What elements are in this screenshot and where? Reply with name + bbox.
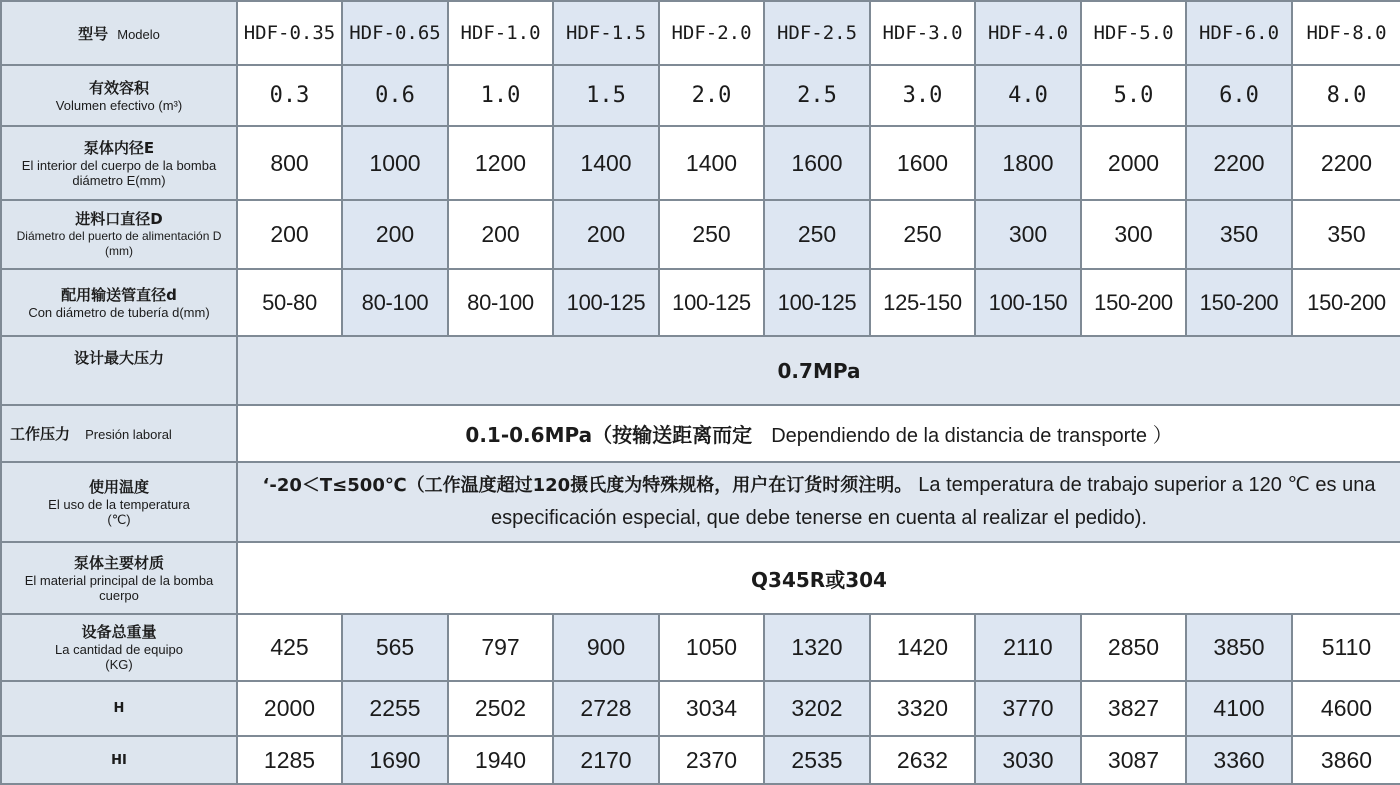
- temp-label-es: El uso de la temperatura: [48, 496, 190, 512]
- h-cell: 4100: [1186, 681, 1292, 736]
- weight-label-es: La cantidad de equipo: [55, 642, 183, 657]
- model-cell: HDF-2.5: [764, 1, 870, 65]
- model-cell: HDF-4.0: [975, 1, 1081, 65]
- h-row: [1, 681, 1400, 736]
- volume-cell: 0.6: [342, 65, 448, 126]
- h-cell: 2000: [237, 681, 342, 736]
- model-label-zh: 型号: [78, 24, 109, 43]
- h1-cell: 2632: [870, 736, 975, 784]
- pipe-diameter-cell: 150-200: [1292, 269, 1400, 336]
- feed-diameter-cell: 200: [237, 200, 342, 269]
- max-pressure-row: [1, 336, 1400, 405]
- max-pressure-text: 0.7MPa: [777, 358, 861, 383]
- model-cell: HDF-1.5: [553, 1, 659, 65]
- temp-label-unit: (℃): [107, 511, 131, 527]
- h1-label: HI: [111, 752, 127, 768]
- pipe-diameter-cell: 100-125: [659, 269, 764, 336]
- h-cell: 3320: [870, 681, 975, 736]
- model-label-es: Modelo: [117, 26, 160, 42]
- feed-diameter-cell: 300: [975, 200, 1081, 269]
- inner-diameter-cell: 2200: [1292, 126, 1400, 200]
- material-row: [1, 542, 1400, 614]
- h-cell: 3827: [1081, 681, 1186, 736]
- volume-cell: 2.0: [659, 65, 764, 126]
- pipe-diameter-cell: 150-200: [1186, 269, 1292, 336]
- feed-diameter-cell: 250: [764, 200, 870, 269]
- inner-diameter-cell: 2200: [1186, 126, 1292, 200]
- weight-cell: 5110: [1292, 614, 1400, 681]
- h-cell: 3770: [975, 681, 1081, 736]
- volume-cell: 8.0: [1292, 65, 1400, 126]
- pipe-diameter-cell: 100-150: [975, 269, 1081, 336]
- inner-diameter-cell: 1600: [870, 126, 975, 200]
- material-label-es: El material principal de la bomba cuerpo: [24, 572, 214, 603]
- volume-cell: 0.3: [237, 65, 342, 126]
- inner-label-zh: 泵体内径E: [83, 138, 155, 157]
- volume-cell: 3.0: [870, 65, 975, 126]
- feed-label-zh: 进料口直径D: [75, 210, 163, 228]
- pipe-diameter-cell: 125-150: [870, 269, 975, 336]
- feed-diameter-cell: 350: [1186, 200, 1292, 269]
- pipe-diameter-cell: 80-100: [448, 269, 553, 336]
- pipe-diameter-cell: 100-125: [764, 269, 870, 336]
- volume-cell: 1.5: [553, 65, 659, 126]
- h-cell: 3034: [659, 681, 764, 736]
- pipe-diameter-cell: 80-100: [342, 269, 448, 336]
- weight-cell: 565: [342, 614, 448, 681]
- work-pressure-zh: 0.1-0.6MPa（按输送距离而定: [465, 423, 753, 447]
- inner-diameter-cell: 1400: [553, 126, 659, 200]
- model-cell: HDF-1.0: [448, 1, 553, 65]
- h1-cell: 2535: [764, 736, 870, 784]
- h-cell: 2255: [342, 681, 448, 736]
- model-cell: HDF-6.0: [1186, 1, 1292, 65]
- material-value: [237, 542, 1400, 614]
- h1-cell: 1940: [448, 736, 553, 784]
- work-pressure-header: [1, 405, 237, 462]
- inner-diameter-cell: 1600: [764, 126, 870, 200]
- inner-diameter-row: [1, 126, 1400, 200]
- material-header: [1, 542, 237, 614]
- temperature-row: [1, 462, 1400, 542]
- h1-cell: 3860: [1292, 736, 1400, 784]
- volume-cell: 6.0: [1186, 65, 1292, 126]
- h-cell: 3202: [764, 681, 870, 736]
- h-header: [1, 681, 237, 736]
- pipe-label-zh: 配用输送管直径d: [61, 285, 177, 304]
- h1-cell: 3360: [1186, 736, 1292, 784]
- volume-label-zh: 有效容积: [88, 78, 149, 97]
- feed-diameter-cell: 250: [870, 200, 975, 269]
- pipe-diameter-row: [1, 269, 1400, 336]
- volume-row: [1, 65, 1400, 126]
- weight-cell: 797: [448, 614, 553, 681]
- feed-diameter-cell: 250: [659, 200, 764, 269]
- weight-cell: 1420: [870, 614, 975, 681]
- h1-cell: 1285: [237, 736, 342, 784]
- weight-cell: 1320: [764, 614, 870, 681]
- weight-row: [1, 614, 1400, 681]
- pipe-diameter-cell: 100-125: [553, 269, 659, 336]
- model-cell: HDF-5.0: [1081, 1, 1186, 65]
- feed-diameter-cell: 200: [342, 200, 448, 269]
- h1-cell: 3087: [1081, 736, 1186, 784]
- model-cell: HDF-8.0: [1292, 1, 1400, 65]
- weight-cell: 1050: [659, 614, 764, 681]
- work-pressure-value: [237, 405, 1400, 462]
- model-cell: HDF-0.35: [237, 1, 342, 65]
- volume-cell: 4.0: [975, 65, 1081, 126]
- h1-cell: 2170: [553, 736, 659, 784]
- inner-diameter-header: [1, 126, 237, 200]
- feed-diameter-row: [1, 200, 1400, 269]
- feed-diameter-cell: 200: [553, 200, 659, 269]
- inner-diameter-cell: 1400: [659, 126, 764, 200]
- maxp-label-zh: 设计最大压力: [73, 349, 164, 367]
- inner-diameter-cell: 1000: [342, 126, 448, 200]
- h1-cell: 2370: [659, 736, 764, 784]
- weight-cell: 425: [237, 614, 342, 681]
- inner-diameter-cell: 1200: [448, 126, 553, 200]
- work-label-es: Presión laboral: [85, 427, 172, 442]
- weight-label-zh: 设备总重量: [81, 623, 157, 641]
- pipe-diameter-header: [1, 269, 237, 336]
- h1-cell: 3030: [975, 736, 1081, 784]
- h1-cell: 1690: [342, 736, 448, 784]
- work-pressure-es: Dependiendo de la distancia de transporte ）: [771, 425, 1173, 447]
- weight-cell: 900: [553, 614, 659, 681]
- inner-label-es: El interior del cuerpo de la bomba diámetro E(mm): [21, 157, 217, 188]
- volume-cell: 5.0: [1081, 65, 1186, 126]
- h1-row: [1, 736, 1400, 784]
- inner-diameter-cell: 2000: [1081, 126, 1186, 200]
- material-text: Q345R或304: [751, 567, 887, 592]
- inner-diameter-cell: 1800: [975, 126, 1081, 200]
- h1-header: [1, 736, 237, 784]
- volume-label-es: Volumen efectivo (m³): [55, 97, 183, 113]
- model-cell: HDF-3.0: [870, 1, 975, 65]
- max-pressure-header: [1, 336, 237, 405]
- feed-label-es: Diámetro del puerto de alimentación D (mm): [16, 229, 222, 258]
- model-header: [1, 1, 237, 65]
- pipe-label-es: Con diámetro de tubería d(mm): [28, 304, 210, 320]
- temp-label-zh: 使用温度: [88, 477, 149, 496]
- model-cell: HDF-2.0: [659, 1, 764, 65]
- temperature-zh: ‘-20＜T≤500℃（工作温度超过120摄氏度为特殊规格，用户在订货时须注明。: [262, 475, 913, 496]
- pipe-diameter-cell: 50-80: [237, 269, 342, 336]
- model-cell: HDF-0.65: [342, 1, 448, 65]
- temperature-header: [1, 462, 237, 542]
- h-label: H: [113, 701, 125, 716]
- max-pressure-value: [237, 336, 1400, 405]
- material-label-zh: 泵体主要材质: [73, 553, 164, 572]
- pipe-diameter-cell: 150-200: [1081, 269, 1186, 336]
- work-label-zh: 工作压力: [10, 425, 71, 443]
- weight-cell: 2850: [1081, 614, 1186, 681]
- feed-diameter-cell: 300: [1081, 200, 1186, 269]
- inner-diameter-cell: 800: [237, 126, 342, 200]
- feed-diameter-cell: 350: [1292, 200, 1400, 269]
- h-cell: 4600: [1292, 681, 1400, 736]
- weight-label-unit: (KG): [105, 657, 133, 672]
- feed-diameter-cell: 200: [448, 200, 553, 269]
- weight-cell: 2110: [975, 614, 1081, 681]
- model-row: [1, 1, 1400, 65]
- volume-cell: 2.5: [764, 65, 870, 126]
- h-cell: 2502: [448, 681, 553, 736]
- volume-header: [1, 65, 237, 126]
- h-cell: 2728: [553, 681, 659, 736]
- volume-cell: 1.0: [448, 65, 553, 126]
- weight-cell: 3850: [1186, 614, 1292, 681]
- feed-diameter-header: [1, 200, 237, 269]
- temperature-es: La temperatura de trabajo superior a 120 ℃ es una especificación especial, que debe tenerse en cuenta al realizar el pedido).: [491, 474, 1376, 529]
- temperature-value: [237, 462, 1400, 542]
- weight-header: [1, 614, 237, 681]
- work-pressure-row: [1, 405, 1400, 462]
